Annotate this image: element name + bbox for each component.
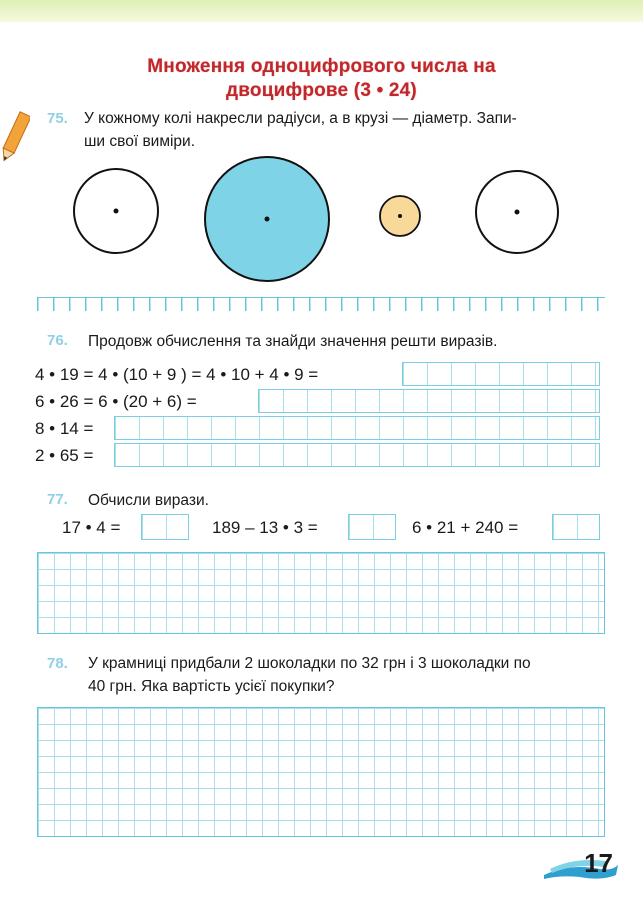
- disc-3-center: [398, 214, 402, 218]
- task-77-answer-cells-3[interactable]: [552, 514, 600, 540]
- disc-2-center: [265, 217, 270, 222]
- task-76-expr-1: 4 • 19 = 4 • (10 + 9 ) = 4 • 10 + 4 • 9 =: [35, 365, 319, 384]
- page-title-line1: Множення одноцифрового числа на: [147, 56, 496, 77]
- task-78-work-grid[interactable]: [37, 707, 605, 837]
- task-76-answer-cells-4[interactable]: [114, 443, 600, 467]
- task-76-number: 76.: [47, 332, 68, 349]
- task-77-work-grid[interactable]: [37, 552, 605, 634]
- task-75-text-line2: ши свої виміри.: [84, 133, 196, 150]
- task-77-expr-3: 6 • 21 + 240 =: [412, 518, 519, 537]
- task-77-number: 77.: [47, 491, 68, 508]
- task-78-text-line2: 40 грн. Яка вартість усієї покупки?: [88, 678, 335, 695]
- page-title-line2: двоцифрове (3 • 24): [226, 80, 417, 101]
- circles-figure: [0, 155, 643, 285]
- task-77-answer-cells-1[interactable]: [141, 514, 189, 540]
- task-77-expr-1: 17 • 4 =: [62, 518, 121, 537]
- page-number: 17: [584, 848, 613, 878]
- task-76-text: Продовж обчислення та знайди значення решти виразів.: [88, 333, 498, 350]
- task-75-number: 75.: [47, 110, 68, 127]
- task-76-answer-cells-3[interactable]: [114, 416, 600, 440]
- task-77-text: Обчисли вирази.: [88, 492, 209, 509]
- task-77-expr-2: 189 – 13 • 3 =: [212, 518, 318, 537]
- task-78-text-line1: У крамниці придбали 2 шоколадки по 32 грн і 3 шоколадки по: [88, 655, 531, 672]
- ruler-ticks: [37, 297, 607, 311]
- task-78-number: 78.: [47, 655, 68, 672]
- task-76-expr-2: 6 • 26 = 6 • (20 + 6) =: [35, 392, 197, 411]
- task-77-answer-cells-2[interactable]: [348, 514, 396, 540]
- task-76-answer-cells-1[interactable]: [402, 362, 600, 386]
- task-76-answer-cells-2[interactable]: [258, 389, 600, 413]
- circle-4-center: [515, 210, 520, 215]
- task-76-expr-4: 2 • 65 =: [35, 446, 94, 465]
- task-75-text-line1: У кожному колі накресли радіуси, а в крузі — діаметр. Запи-: [84, 110, 517, 127]
- top-decoration-band: [0, 0, 643, 22]
- task-76-expr-3: 8 • 14 =: [35, 419, 94, 438]
- circle-1-center: [114, 209, 119, 214]
